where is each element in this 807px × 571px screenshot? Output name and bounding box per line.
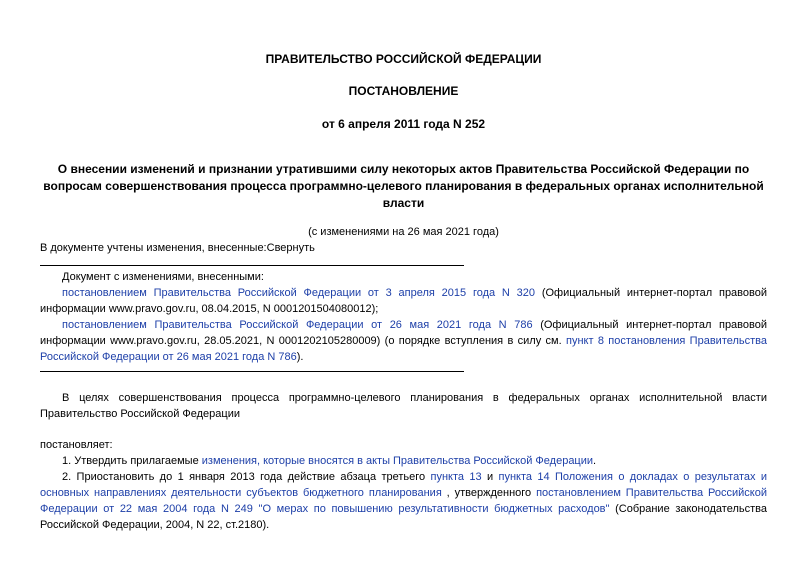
amendment-link-2[interactable]: постановлением Правительства Российской Федерации от 26 мая 2021 года N 786 xyxy=(62,319,533,331)
paragraph-1 xyxy=(40,453,767,469)
paragraph-2 xyxy=(40,469,767,533)
amendment-link-1[interactable]: постановлением Правительства Российской Федерации от 3 апреля 2015 года N 320 xyxy=(62,287,536,299)
amendments-heading: Документ с изменениями, внесенными: xyxy=(62,271,264,283)
amendment-text-2b: ). xyxy=(296,351,304,363)
changes-note-text: В документе учтены изменения, внесенные: xyxy=(40,242,267,254)
amendment-text-1: (Официальный интернет-портал правовой информации www.pravo.gov.ru, 08.04.2015, N 0001201504080012); xyxy=(40,287,767,315)
amendment-text-2a: (Официальный интернет-портал правовой информации www.pravo.gov.ru, 28.05.2021, N 0001202105280009) (о порядке вступления в силу см. xyxy=(40,319,767,347)
paragraph-2-and: и xyxy=(481,471,499,483)
amendment-item-1 xyxy=(40,285,767,317)
clause-14-link[interactable]: пункта 14 Положения о докладах о результатах и основных направлениях деятельности субъектов бюджетного планирования xyxy=(40,471,767,499)
date-number-heading: от 6 апреля 2011 года N 252 xyxy=(321,117,486,131)
government-heading: ПРАВИТЕЛЬСТВО РОССИЙСКОЙ ФЕДЕРАЦИИ xyxy=(265,52,542,66)
changes-note xyxy=(40,240,767,256)
paragraph-1-pre: 1. Утвердить прилагаемые xyxy=(62,455,202,467)
paragraph-2-pre: 2. Приостановить до 1 января 2013 года действие абзаца третьего xyxy=(62,471,431,483)
clause-13-link[interactable]: пункта 13 xyxy=(430,471,482,483)
divider-bottom xyxy=(40,371,464,372)
document-type-heading: ПОСТАНОВЛЕНИЕ xyxy=(348,84,459,98)
amendments-appendix-link[interactable]: изменения, которые вносятся в акты Правительства Российской Федерации xyxy=(201,455,594,467)
amendment-item-2 xyxy=(40,317,767,365)
resolves-label: постановляет: xyxy=(40,439,113,451)
paragraph-2-mid: , утвержденного xyxy=(441,487,537,499)
resolution-249-link[interactable]: постановлением Правительства Российской Федерации от 22 мая 2004 года N 249 "О мерах по повышению результативности бюджетных расходов" xyxy=(40,487,767,515)
paragraph-2-post: (Собрание законодательства Российской Федерации, 2004, N 22, ст.2180). xyxy=(40,503,767,531)
intro-paragraph: В целях совершенствования процесса программно-целевого планирования в федеральных органах исполнительной власти Правительство Российской Федерации xyxy=(40,392,767,420)
collapse-toggle[interactable]: Свернуть xyxy=(266,242,315,254)
paragraph-1-post: . xyxy=(593,455,597,467)
document-title: О внесении изменений и признании утратившими силу некоторых актов Правительства Российской Федерации по вопросам совершенствования процесса программно-целевого планирования в федеральных органах исполнительной власти xyxy=(43,162,764,210)
version-note: (с изменениями на 26 мая 2021 года) xyxy=(308,226,499,238)
amendment-link-3[interactable]: пункт 8 постановления Правительства Российской Федерации от 26 мая 2021 года N 786 xyxy=(40,335,768,363)
divider-top xyxy=(40,265,464,266)
